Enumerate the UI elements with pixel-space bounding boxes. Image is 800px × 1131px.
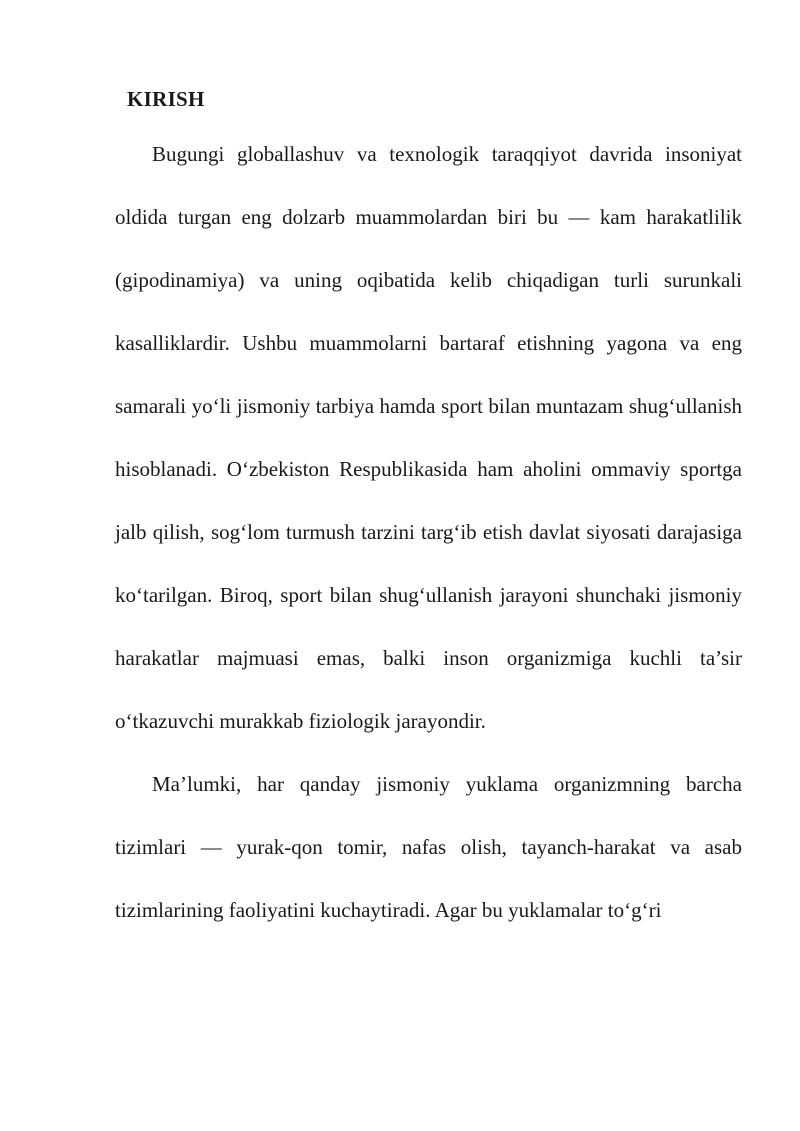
section-heading: KIRISH bbox=[127, 87, 205, 111]
paragraph: Ma’lumki, har qanday jismoniy yuklama organizmning barcha tizimlari — yurak-qon tomir, nafas olish, tayanch-harakat va asab tizimlarining faoliyatini kuchaytiradi. Agar bu yuklamalar to‘g‘ri bbox=[115, 772, 742, 922]
paragraph: Bugungi globallashuv va texnologik taraqqiyot davrida insoniyat oldida turgan eng dolzarb muammolardan biri bu — kam harakatlilik (gipodinamiya) va uning oqibatida kelib chiqadigan turli surunkali kasalliklardir. Ushbu muammolarni bartaraf etishning yagona va eng samarali yo‘li jismoniy tarbiya hamda sport bilan muntazam shug‘ullanish hisoblanadi. O‘zbekiston Respublikasida ham aholini ommaviy sportga jalb qilish, sog‘lom turmush tarzini targ‘ib etish davlat siyosati darajasiga ko‘tarilgan. Biroq, sport bilan shug‘ullanish jarayoni shunchaki jismoniy harakatlar majmuasi emas, balki inson organizmiga kuchli ta’sir o‘tkazuvchi murakkab fiziologik jarayondir. bbox=[115, 142, 742, 733]
body-text bbox=[115, 123, 742, 942]
